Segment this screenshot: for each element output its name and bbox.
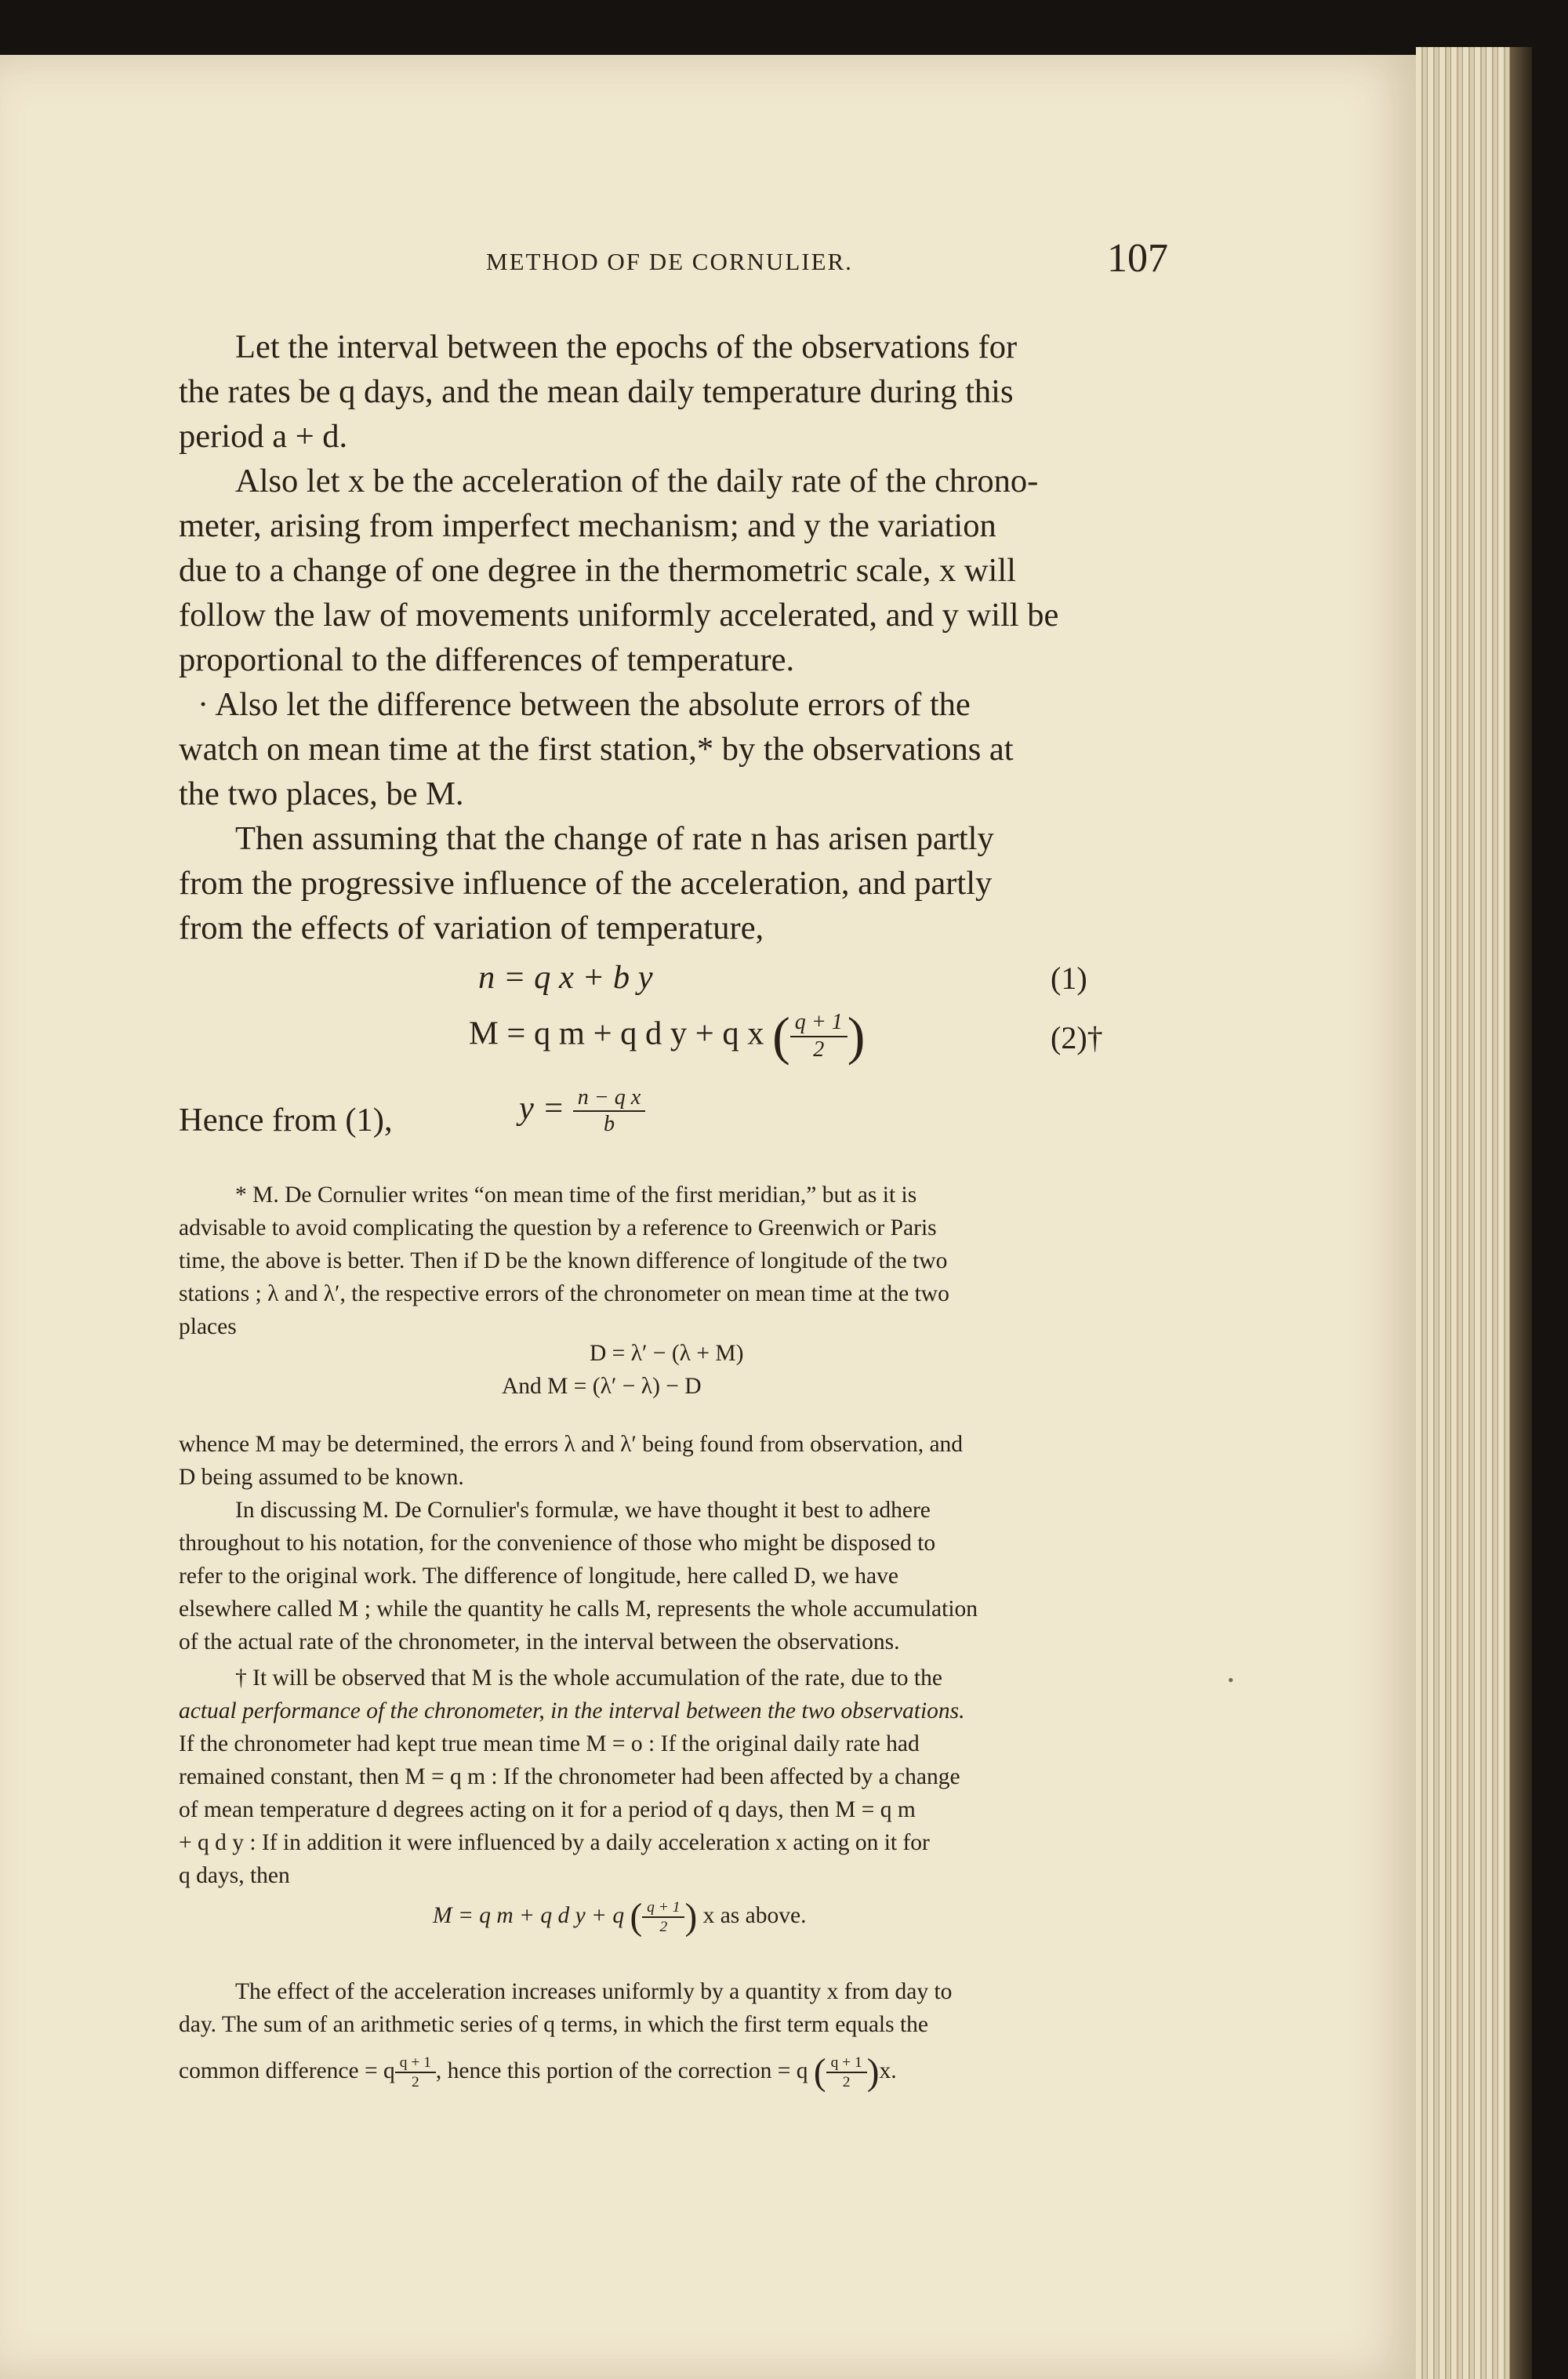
body-line: proportional to the differences of temperature.	[179, 641, 795, 678]
footnote-line: refer to the original work. The difference of longitude, here called D, we have	[179, 1564, 898, 1589]
body-line: follow the law of movements uniformly accelerated, and y will be	[179, 597, 1059, 634]
footnote-line: throughout to his notation, for the convenience of those who might be disposed to	[179, 1531, 936, 1556]
y-fraction: $\frac{\text{n − q x}}{b}$	[573, 1087, 645, 1135]
body-line: the two places, be M.	[179, 775, 464, 812]
equation-1-label: (1)	[1051, 961, 1087, 996]
hence-text: Hence from (1),	[179, 1102, 393, 1139]
footnote-equation: D = λ′ − (λ + M)	[590, 1341, 744, 1366]
body-line: Let the interval between the epochs of the observations for	[235, 329, 1018, 365]
page-edges	[1416, 47, 1510, 2379]
equation-1: n = q x + b y	[478, 959, 653, 996]
footnote-line: time, the above is better. Then if D be the known difference of longitude of the two	[179, 1248, 948, 1273]
running-header: METHOD OF DE CORNULIER.	[486, 248, 853, 275]
body-line: due to a change of one degree in the thermometric scale, x will	[179, 552, 1016, 589]
equation-2-left: M = q m + q d y + q x	[469, 1015, 764, 1052]
body-line: Also let x be the acceleration of the daily rate of the chrono-	[235, 463, 1039, 499]
equation-2-label: (2)†	[1051, 1020, 1103, 1055]
footnote-equation: And M = (λ′ − λ) − D	[502, 1374, 702, 1399]
footnote-line: In discussing M. De Cornulier's formulæ, we have thought it best to adhere	[235, 1498, 931, 1523]
footnote-line: D being assumed to be known.	[179, 1465, 464, 1490]
footnote-line: stations ; λ and λ′, the respective errors of the chronometer on mean time at the two	[179, 1281, 949, 1306]
footnote-line: + q d y : If in addition it were influenced by a daily acceleration x acting on it for	[179, 1830, 930, 1855]
body-line: period a + d.	[179, 418, 348, 455]
footnote-line: The effect of the acceleration increases uniformly by a quantity x from day to	[235, 1979, 953, 2004]
y-equation: y = $\frac{\text{n − q x}}{b}$	[519, 1087, 645, 1135]
footnote-line: advisable to avoid complicating the question by a reference to Greenwich or Paris	[179, 1215, 937, 1240]
footnote-line: remained constant, then M = q m : If the chronometer had been affected by a change	[179, 1764, 960, 1789]
footnote-line: of mean temperature d degrees acting on it for a period of q days, then M = q m	[179, 1797, 916, 1822]
footnote-line: places	[179, 1314, 237, 1339]
margin-dot: •	[1228, 1670, 1234, 1690]
footnote-line: of the actual rate of the chronometer, in the interval between the observations.	[179, 1629, 900, 1654]
footnote-line: q days, then	[179, 1863, 290, 1888]
body-line: from the effects of variation of temperature,	[179, 910, 764, 946]
body-line: · Also let the difference between the absolute errors of the	[198, 686, 971, 723]
body-line: the rates be q days, and the mean daily temperature during this	[179, 373, 1014, 410]
footnote-equation: M = q m + q d y + q ( $\frac{q + 1}{2}$ ) x as above.	[433, 1897, 807, 1938]
body-line: meter, arising from imperfect mechanism; and y the variation	[179, 507, 996, 544]
page-number: 107	[1107, 236, 1168, 281]
body-line: from the progressive influence of the acceleration, and partly	[179, 865, 993, 902]
footnote-line: day. The sum of an arithmetic series of q terms, in which the first term equals the	[179, 2012, 929, 2037]
footnote-line: If the chronometer had kept true mean time M = o : If the original daily rate had	[179, 1731, 920, 1756]
equation-2: M = q m + q d y + q x ( $\frac{q + 1}{2}$ )	[469, 1006, 866, 1066]
footnote-line: whence M may be determined, the errors λ and λ′ being found from observation, and	[179, 1432, 964, 1457]
footnote-line: † It will be observed that M is the whole accumulation of the rate, due to the	[235, 1665, 942, 1691]
footnote-last-line: common difference = q $\frac{q + 1}{2}$ , hence this portion of the correction = q ( $\frac{q + 1}{2}$ )x.	[179, 2052, 897, 2093]
footnote-line: * M. De Cornulier writes “on mean time of the first meridian,” but as it is	[235, 1182, 917, 1208]
body-line: watch on mean time at the first station,* by the observations at	[179, 731, 1014, 768]
footnote-line: elsewhere called M ; while the quantity he calls M, represents the whole accumulation	[179, 1596, 978, 1622]
equation-2-fraction: $\frac{q + 1}{2}$	[790, 1012, 848, 1060]
body-line: Then assuming that the change of rate n has arisen partly	[235, 820, 994, 857]
footnote-line: actual performance of the chronometer, in the interval between the two observations.	[179, 1698, 965, 1723]
